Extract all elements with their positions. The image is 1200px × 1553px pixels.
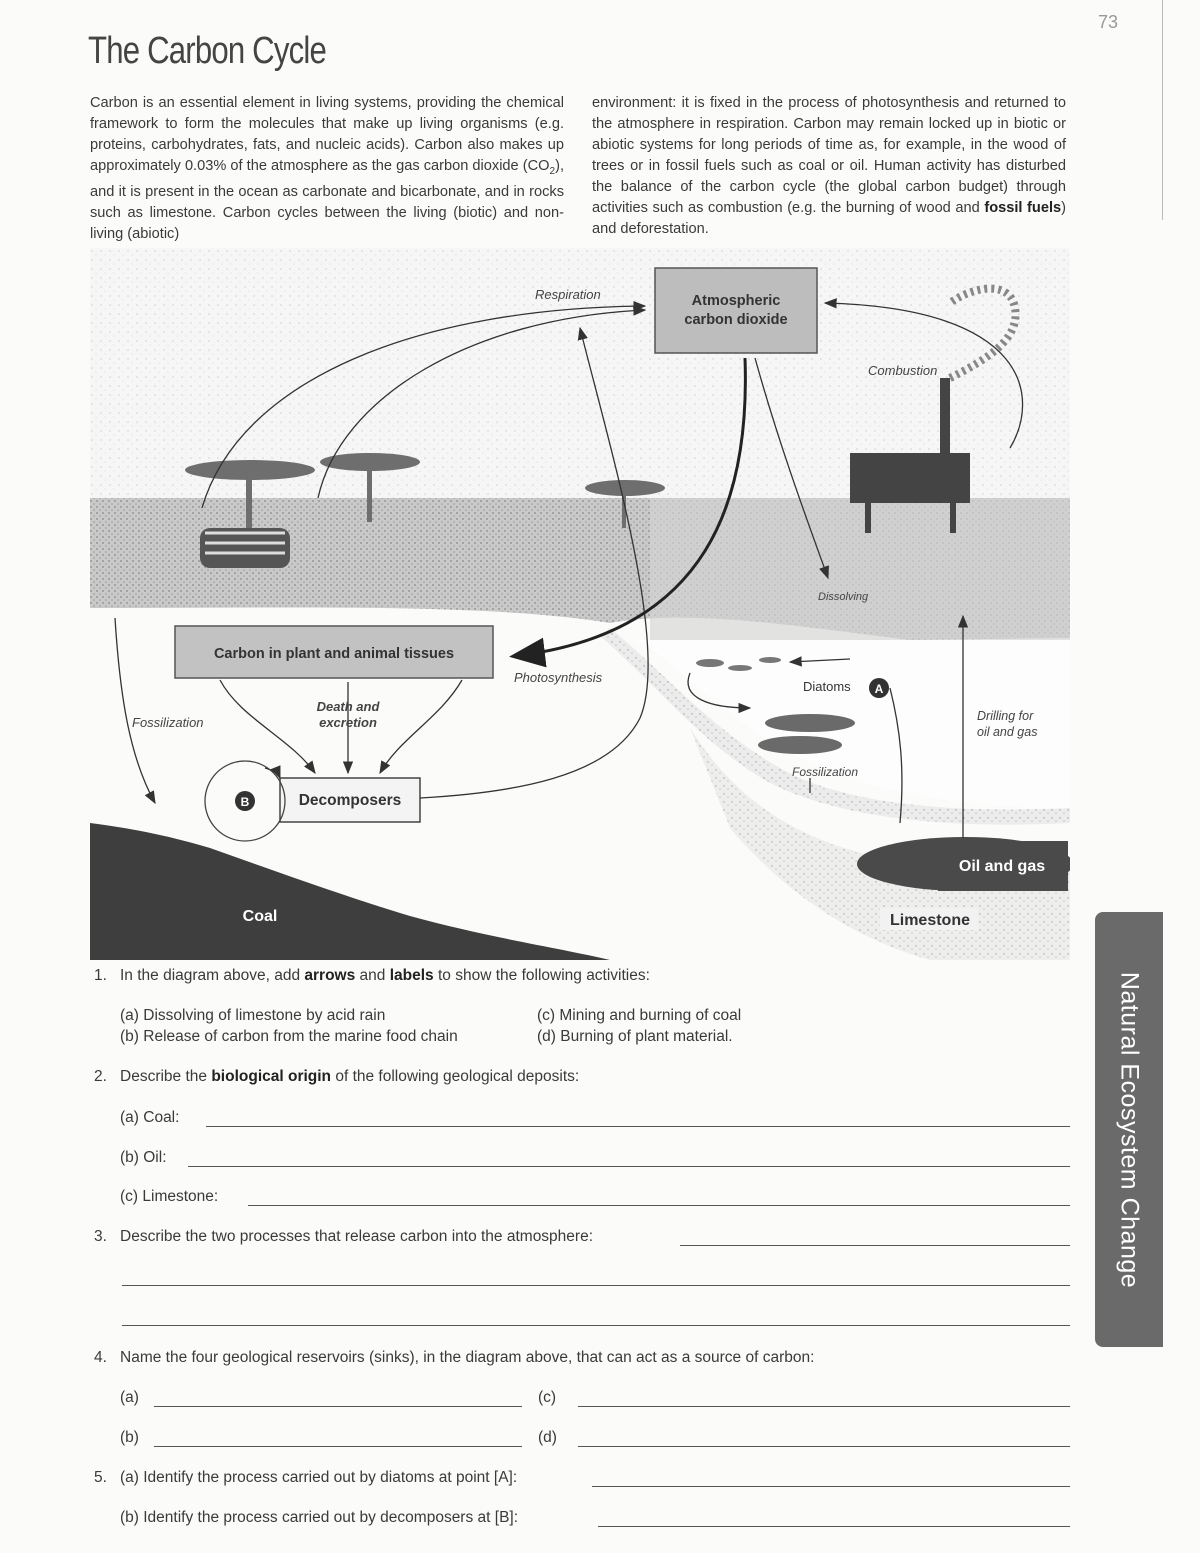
death-label-1: Death and [316, 699, 380, 714]
q4-d-label: (d) [538, 1429, 557, 1446]
q2-a-label: (a) Coal: [120, 1109, 180, 1126]
q1-post: to show the following activities: [433, 967, 650, 984]
q2-post: of the following geological deposits: [331, 1068, 580, 1085]
q1-option-a: (a) Dissolving of limestone by acid rain [120, 1007, 386, 1024]
intro-left-column [90, 93, 564, 245]
label-b: B [240, 795, 250, 809]
q4-a-label: (a) [120, 1389, 139, 1406]
q1-bold-labels: labels [389, 967, 434, 984]
combustion-label: Combustion [868, 363, 938, 378]
drilling-label-2: oil and gas [977, 725, 1038, 739]
q5-a-text: (a) Identify the process carried out by diatoms at point [A]: [120, 1469, 518, 1486]
label-a: A [874, 682, 884, 696]
zebra-herd [200, 528, 290, 568]
photosynthesis-label: Photosynthesis [514, 670, 603, 685]
q1-text [120, 967, 650, 985]
coal-label: Coal [242, 908, 278, 925]
atmospheric-co2-box [655, 268, 817, 353]
q2-pre: Describe the [120, 1068, 212, 1085]
plant-tissues-label: Carbon in plant and animal tissues [213, 646, 455, 662]
q4-d-answer-line[interactable] [578, 1446, 1070, 1447]
respiration-label: Respiration [535, 287, 601, 302]
q1-mid: and [355, 967, 390, 984]
intro-right-text-1: environment: it is fixed in the process of photosynthesis and returned to the atmosphere in respiration. Carbon may remain locked up in biotic or abiotic systems for long periods of time as, for example, in the wood of trees or in fossil fuels such as coal or oil. Human activity has disturbed the balance of the carbon cycle (the global carbon budget) through activities such as combustion (e.g. the burning of wood and [592, 95, 1066, 216]
carbon-cycle-diagram [90, 248, 1070, 960]
sea-surface [650, 498, 1070, 640]
q4-b-answer-line[interactable] [154, 1446, 522, 1447]
q2-a-answer-line[interactable] [206, 1126, 1070, 1127]
page-number: 73 [1098, 12, 1119, 32]
atmospheric-label-2: carbon dioxide [684, 312, 788, 328]
q1-pre: In the diagram above, add [120, 967, 305, 984]
atmospheric-label-1: Atmospheric [691, 293, 781, 309]
q2-c-label: (c) Limestone: [120, 1188, 219, 1205]
decomposers-label: Decomposers [298, 792, 402, 809]
intro-right-text-2: ) and deforestation. [592, 200, 1066, 237]
q2-text [120, 1068, 579, 1086]
q3-text: Describe the two processes that release carbon into the atmosphere: [120, 1228, 594, 1245]
q2-b-answer-line[interactable] [188, 1166, 1070, 1167]
q2-b-label: (b) Oil: [120, 1149, 167, 1166]
q3-answer-line-1[interactable] [680, 1245, 1070, 1246]
q5-b-text: (b) Identify the process carried out by decomposers at [B]: [120, 1509, 519, 1526]
q3-answer-line-3[interactable] [122, 1325, 1070, 1326]
q5-b-answer-line[interactable] [598, 1526, 1070, 1527]
q2-number: 2. [94, 1068, 107, 1085]
drilling-label-1: Drilling for [977, 709, 1034, 723]
q2-bold: biological origin [211, 1068, 332, 1085]
section-side-tab [1095, 912, 1163, 1347]
margin-line [1162, 0, 1163, 220]
q4-number: 4. [94, 1349, 107, 1366]
fossilization-left-label: Fossilization [132, 715, 204, 730]
q3-answer-line-2[interactable] [122, 1285, 1070, 1286]
limestone-label: Limestone [889, 912, 971, 929]
intro-right-bold: fossil fuels [984, 200, 1062, 216]
q4-text: Name the four geological reservoirs (sinks), in the diagram above, that can act as a source of carbon: [120, 1349, 815, 1366]
intro-right-column [592, 93, 1066, 240]
oil-gas-label: Oil and gas [958, 858, 1046, 875]
q5-a-answer-line[interactable] [592, 1486, 1070, 1487]
side-tab-label: Natural Ecosystem Change [1115, 971, 1144, 1288]
q4-a-answer-line[interactable] [154, 1406, 522, 1407]
q1-option-b: (b) Release of carbon from the marine food chain [120, 1028, 458, 1045]
q1-number: 1. [94, 967, 107, 984]
q1-option-d: (d) Burning of plant material. [537, 1028, 733, 1045]
page-title: The Carbon Cycle [88, 30, 327, 72]
intro-left-text-1: Carbon is an essential element in living systems, providing the chemical framework to form the molecules that make up living organisms (e.g. proteins, carbohydrates, fats, and nucleic acids). Carbon also makes up approximately 0.03% of the atmosphere as the gas carbon dioxide (CO [90, 95, 564, 174]
q4-b-label: (b) [120, 1429, 139, 1446]
q5-number: 5. [94, 1469, 107, 1486]
death-label-2: excretion [319, 715, 377, 730]
fossilization-sea-label: Fossilization [792, 765, 859, 779]
q3-number: 3. [94, 1228, 107, 1245]
q1-option-c: (c) Mining and burning of coal [537, 1007, 742, 1024]
co2-subscript: 2 [549, 165, 556, 177]
dissolving-label: Dissolving [818, 591, 869, 603]
q2-c-answer-line[interactable] [248, 1205, 1070, 1206]
intro-left-text-2: ), and it is present in the ocean as carbonate and bicarbonate, and in rocks such as limestone. Carbon cycles between the living (biotic) and non-living (abiotic) [90, 158, 564, 242]
q4-c-answer-line[interactable] [578, 1406, 1070, 1407]
q1-bold-arrows: arrows [304, 967, 356, 984]
diatoms-label: Diatoms [803, 679, 851, 694]
q4-c-label: (c) [538, 1389, 557, 1406]
